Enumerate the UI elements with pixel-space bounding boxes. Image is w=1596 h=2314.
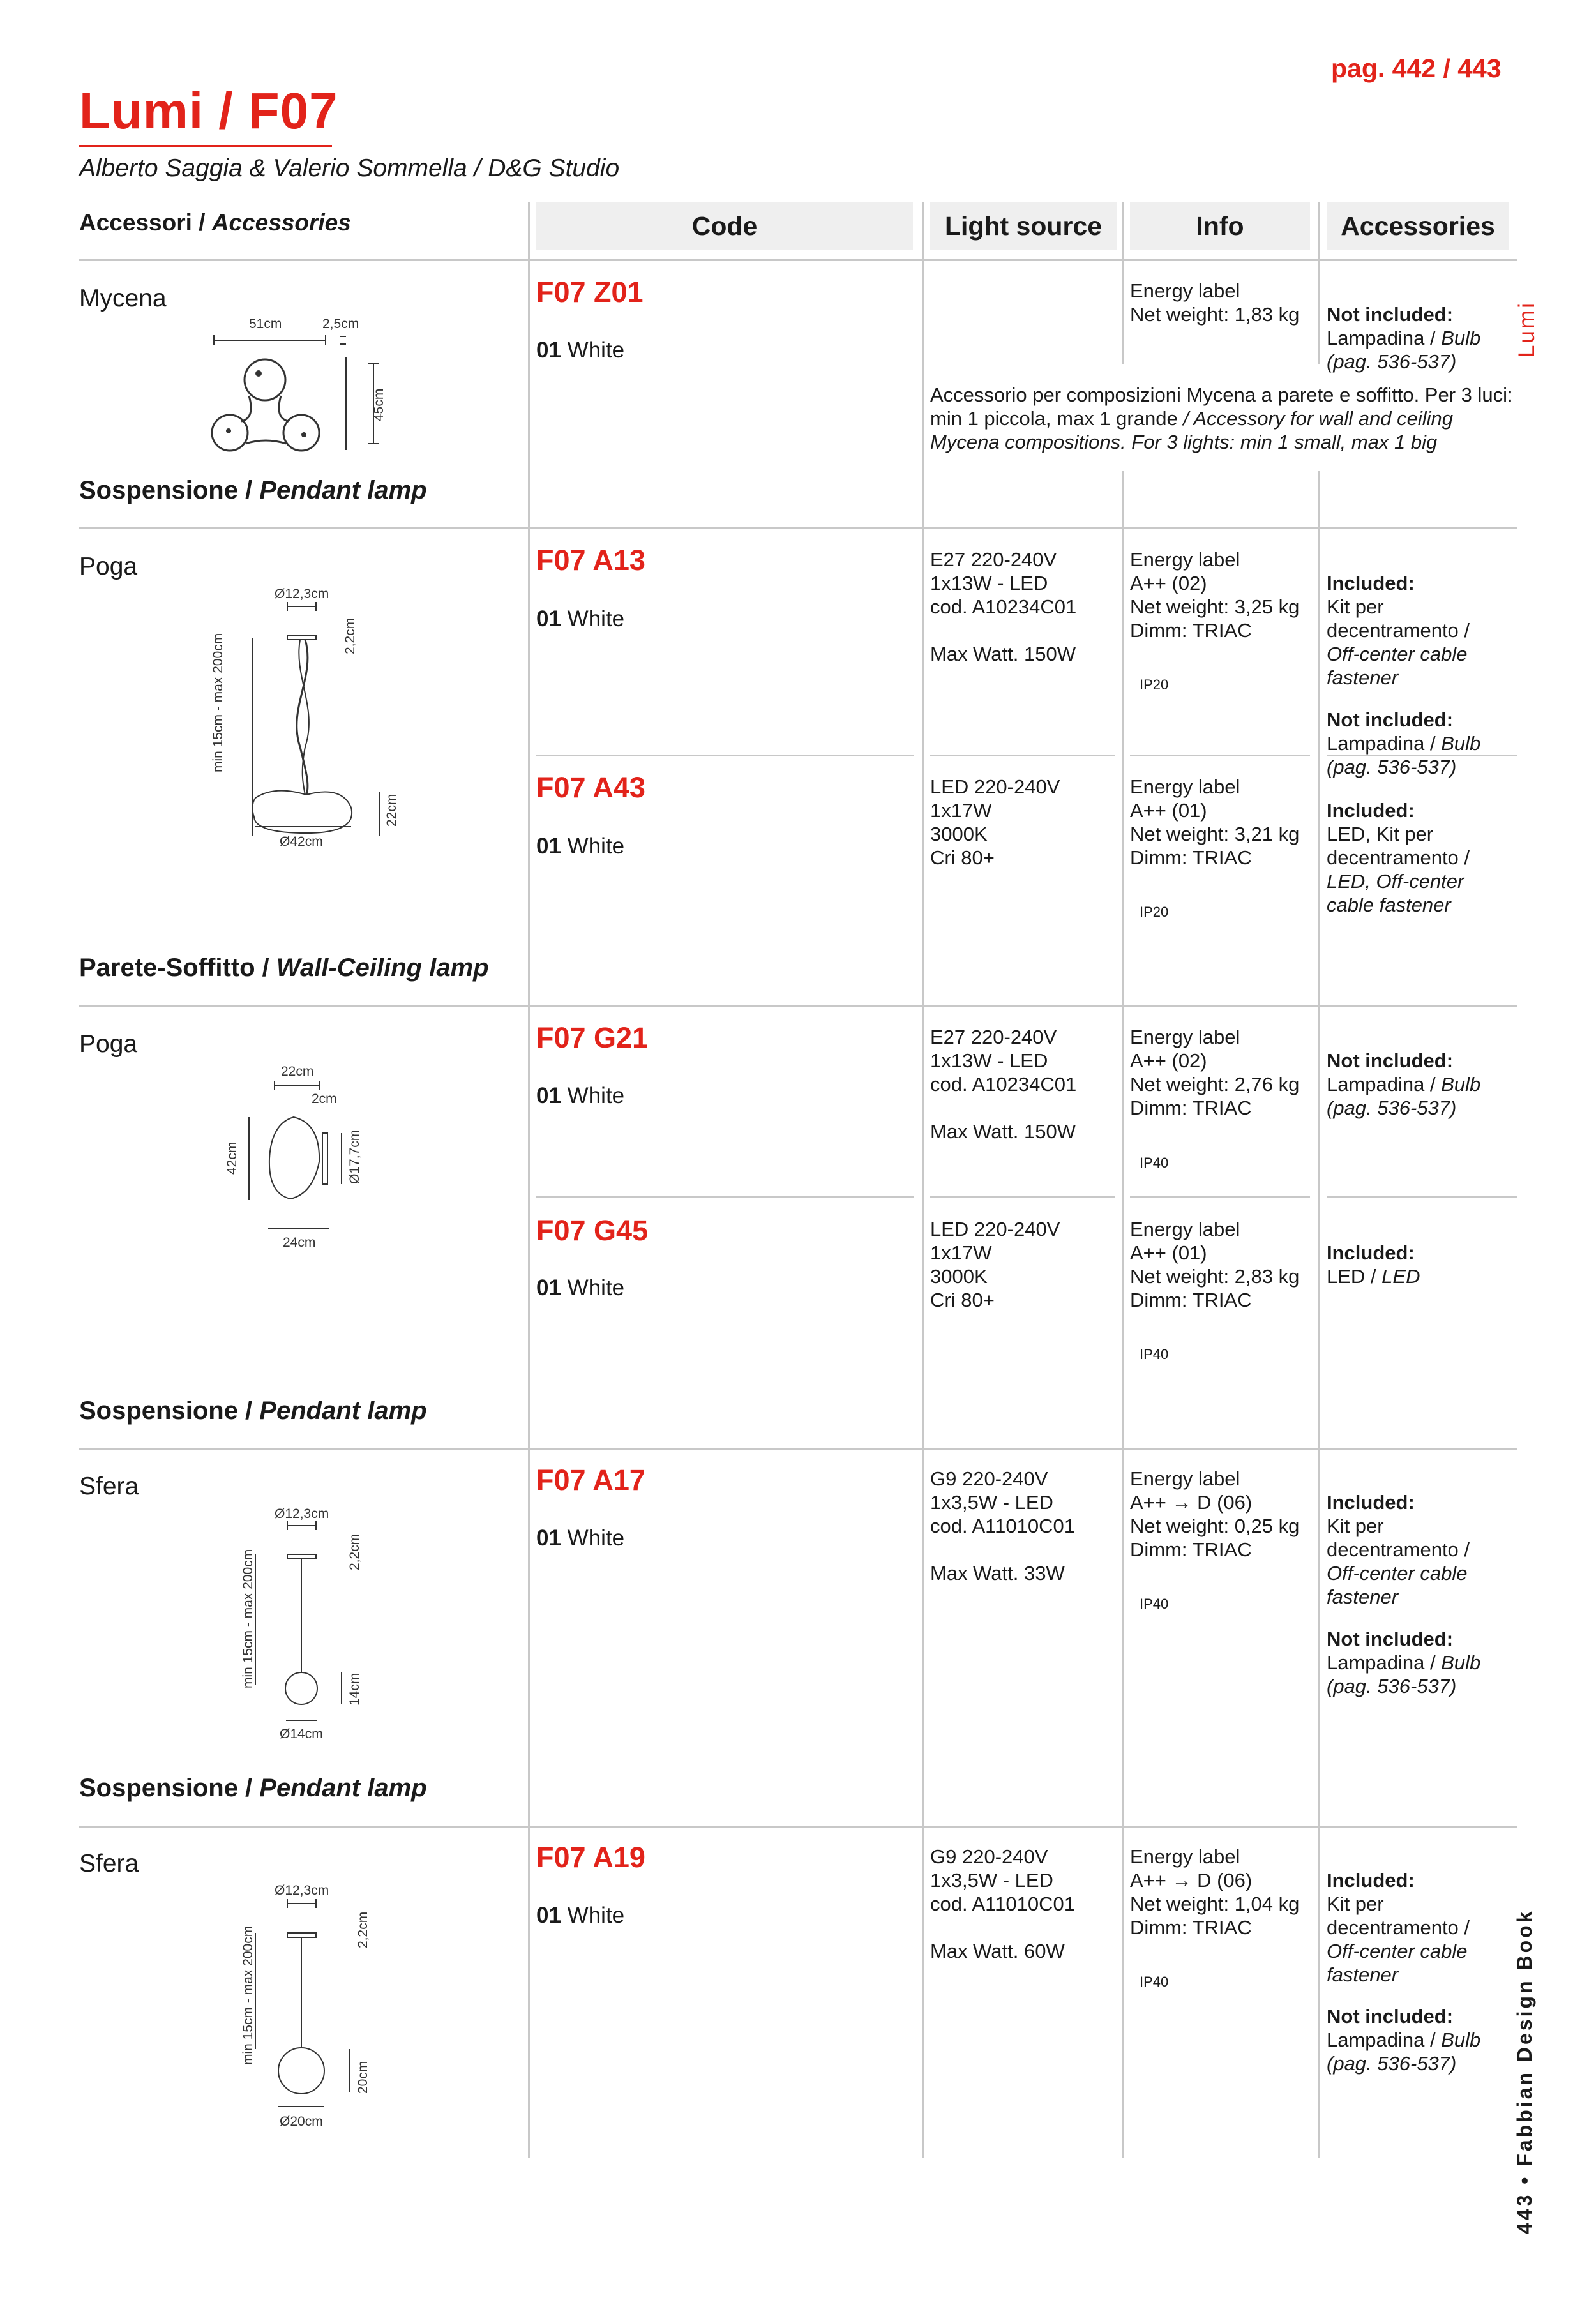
dim-canopy: 2,2cm xyxy=(343,617,358,654)
sfera-large-drawing xyxy=(236,1877,389,2145)
subrow-divider xyxy=(930,755,1115,756)
light-source-cell: G9 220-240V 1x3,5W - LED cod. A11010C01 Max Watt. 33W xyxy=(930,1468,1075,1584)
accessories-cell: Included: Kit per decentramento / Off-center cable fastener xyxy=(1327,572,1470,689)
finish: 01 White xyxy=(536,606,625,631)
accessories-cell: Not included: Lampadina / Bulb (pag. 536-537) xyxy=(1327,1628,1481,1697)
column-header-accessories: Accessories xyxy=(1327,202,1509,250)
category-pendant: Sospensione / Pendant lamp xyxy=(79,476,427,504)
mycena-dim-depth: 2,5cm xyxy=(322,317,359,331)
row-divider xyxy=(79,1005,1517,1007)
product-code: F07 A17 xyxy=(536,1464,645,1496)
dim-canopy: 2,2cm xyxy=(347,1533,362,1570)
column-divider xyxy=(1318,471,1320,2158)
dim-top: Ø12,3cm xyxy=(275,1506,329,1521)
category-pendant: Sospensione / Pendant lamp xyxy=(79,1397,427,1425)
accessories-cell: Included: LED / LED xyxy=(1327,1242,1420,1288)
acc-text: Lampadina / xyxy=(1327,327,1442,349)
dim-diameter: Ø20cm xyxy=(280,2114,323,2129)
dim-cable: min 15cm - max 200cm xyxy=(241,1925,255,2065)
light-source-cell: E27 220-240V 1x13W - LED cod. A10234C01 Max Watt. 150W xyxy=(930,1026,1077,1143)
subrow-divider xyxy=(1130,755,1310,756)
accessories-section-heading xyxy=(79,209,351,236)
dim-diameter: Ø42cm xyxy=(280,834,323,849)
product-code: F07 A13 xyxy=(536,544,645,576)
light-source-cell: G9 220-240V 1x3,5W - LED cod. A11010C01 Max Watt. 60W xyxy=(930,1845,1075,1962)
ip-rating: IP40 xyxy=(1140,1974,1169,1990)
page-reference: pag. 442 / 443 xyxy=(1331,54,1502,83)
column-divider xyxy=(1122,202,1124,364)
accessories-cell: Not included: Lampadina / Bulb (pag. 536-537) xyxy=(1327,1049,1481,1119)
dim-cable: min 15cm - max 200cm xyxy=(241,1549,255,1688)
info-cell: Energy label A++ (02) Net weight: 2,76 kg Dimm: TRIAC xyxy=(1130,1026,1300,1119)
subrow-divider xyxy=(1327,1196,1517,1198)
subrow-divider xyxy=(1130,1196,1310,1198)
column-divider xyxy=(1122,471,1124,2158)
ip-rating: IP20 xyxy=(1140,677,1169,693)
column-divider xyxy=(922,202,924,2158)
accessories-heading-it: Accessori / xyxy=(79,209,206,236)
light-source-cell: E27 220-240V 1x13W - LED cod. A10234C01 Max Watt. 150W xyxy=(930,548,1077,665)
dim-top: Ø12,3cm xyxy=(275,587,329,601)
category-wall-ceiling: Parete-Soffitto / Wall-Ceiling lamp xyxy=(79,954,489,982)
info-cell: Energy label Net weight: 1,83 kg xyxy=(1130,280,1300,326)
subrow-divider xyxy=(930,1196,1115,1198)
note-it: Accessorio per composizioni Mycena a parete e soffitto. Per 3 luci: min 1 piccola, max 1 grande xyxy=(930,384,1513,430)
product-name-sfera: Sfera xyxy=(79,1850,139,1877)
poga-wall-drawing xyxy=(217,1060,409,1264)
info-cell: Energy label A++ (01) Net weight: 3,21 kg Dimm: TRIAC xyxy=(1130,776,1300,869)
poga-pendant-drawing xyxy=(204,581,415,855)
accessories-cell: Not included: Lampadina / Bulb (pag. 536-537) xyxy=(1327,2005,1481,2075)
subrow-divider xyxy=(536,755,914,756)
dim-height: 42cm xyxy=(225,1141,239,1175)
ip-rating: IP40 xyxy=(1140,1155,1169,1171)
product-name-poga-wall: Poga xyxy=(79,1030,138,1058)
product-code: F07 A19 xyxy=(536,1841,645,1874)
mycena-dim-height: 45cm xyxy=(372,388,386,421)
category-pendant: Sospensione / Pendant lamp xyxy=(79,1774,427,1802)
product-code: F07 Z01 xyxy=(536,276,644,308)
info-cell: Energy label A++ → D (06) Net weight: 0,25 kg Dimm: TRIAC xyxy=(1130,1468,1300,1561)
product-code: F07 G21 xyxy=(536,1021,649,1054)
row-divider xyxy=(79,1826,1517,1828)
title-underline xyxy=(79,145,332,147)
mycena-note xyxy=(930,383,1517,454)
ip-rating: IP20 xyxy=(1140,904,1169,920)
dim-height: 22cm xyxy=(384,793,399,827)
product-name-sfera: Sfera xyxy=(79,1473,139,1500)
product-name-poga: Poga xyxy=(79,553,138,580)
column-header-info: Info xyxy=(1130,202,1310,250)
product-name-mycena: Mycena xyxy=(79,285,167,312)
accessories-cell: Included: LED, Kit per decentramento / LED, Off-center cable fastener xyxy=(1327,799,1470,916)
dim-depth: 2cm xyxy=(312,1092,337,1106)
accessories-cell: Included: Kit per decentramento / Off-center cable fastener xyxy=(1327,1869,1470,1986)
acc-label: Not included: xyxy=(1327,303,1454,326)
finish: 01 White xyxy=(536,1526,625,1551)
footer-label: 443 • Fabbian Design Book xyxy=(1513,1909,1536,2234)
mycena-dim-width: 51cm xyxy=(249,317,282,331)
ip-rating: IP40 xyxy=(1140,1346,1169,1362)
dim-diameter: Ø17,7cm xyxy=(347,1129,362,1184)
accessories-cell: Included: Kit per decentramento / Off-center cable fastener xyxy=(1327,1491,1470,1608)
finish: 01 White xyxy=(536,1903,625,1928)
side-label: Lumi xyxy=(1514,301,1539,357)
column-header-code: Code xyxy=(536,202,913,250)
row-divider xyxy=(79,259,1517,261)
mycena-drawing xyxy=(192,316,396,463)
finish: 01 White xyxy=(536,1275,625,1300)
acc-italic: Bulb (pag. 536-537) xyxy=(1327,327,1481,373)
product-code: F07 G45 xyxy=(536,1214,649,1247)
dim-canopy: 2,2cm xyxy=(356,1911,370,1948)
dim-diameter: Ø14cm xyxy=(280,1727,323,1741)
column-header-light-source: Light source xyxy=(930,202,1117,250)
finish-name: White xyxy=(567,338,625,363)
dim-cable: min 15cm - max 200cm xyxy=(211,633,225,772)
finish: 01 White xyxy=(536,1083,625,1108)
dim-base: 24cm xyxy=(283,1235,316,1250)
accessories-cell: Not included: Lampadina / Bulb (pag. 536-537) xyxy=(1327,709,1481,778)
accessories-heading-en: Accessories xyxy=(211,209,351,236)
finish xyxy=(536,338,624,363)
ip-rating: IP40 xyxy=(1140,1596,1169,1612)
page-title: Lumi / F07 xyxy=(79,82,338,139)
light-source-cell: LED 220-240V 1x17W 3000K Cri 80+ xyxy=(930,776,1060,869)
finish: 01 White xyxy=(536,834,625,859)
dim-top: Ø12,3cm xyxy=(275,1883,329,1898)
row-divider xyxy=(79,1448,1517,1450)
info-cell: Energy label A++ (01) Net weight: 2,83 kg Dimm: TRIAC xyxy=(1130,1218,1300,1311)
designers: Alberto Saggia & Valerio Sommella / D&G Studio xyxy=(79,154,620,182)
accessories-cell xyxy=(1327,279,1480,373)
sfera-small-drawing xyxy=(236,1500,389,1755)
dim-width: 22cm xyxy=(281,1064,314,1079)
info-cell: Energy label A++ → D (06) Net weight: 1,04 kg Dimm: TRIAC xyxy=(1130,1845,1300,1939)
dim-height: 20cm xyxy=(356,2061,370,2094)
subrow-divider xyxy=(536,1196,914,1198)
column-divider xyxy=(528,202,530,2158)
product-code: F07 A43 xyxy=(536,771,645,804)
row-divider xyxy=(79,527,1517,529)
light-source-cell: LED 220-240V 1x17W 3000K Cri 80+ xyxy=(930,1218,1060,1311)
finish-number: 01 xyxy=(536,338,561,363)
column-divider xyxy=(1318,202,1320,364)
note-en: / Accessory for wall and ceiling Mycena compositions. For 3 lights: min 1 small, max 1 big xyxy=(930,407,1454,453)
dim-height: 14cm xyxy=(347,1672,362,1706)
info-cell: Energy label A++ (02) Net weight: 3,25 kg Dimm: TRIAC xyxy=(1130,548,1300,642)
